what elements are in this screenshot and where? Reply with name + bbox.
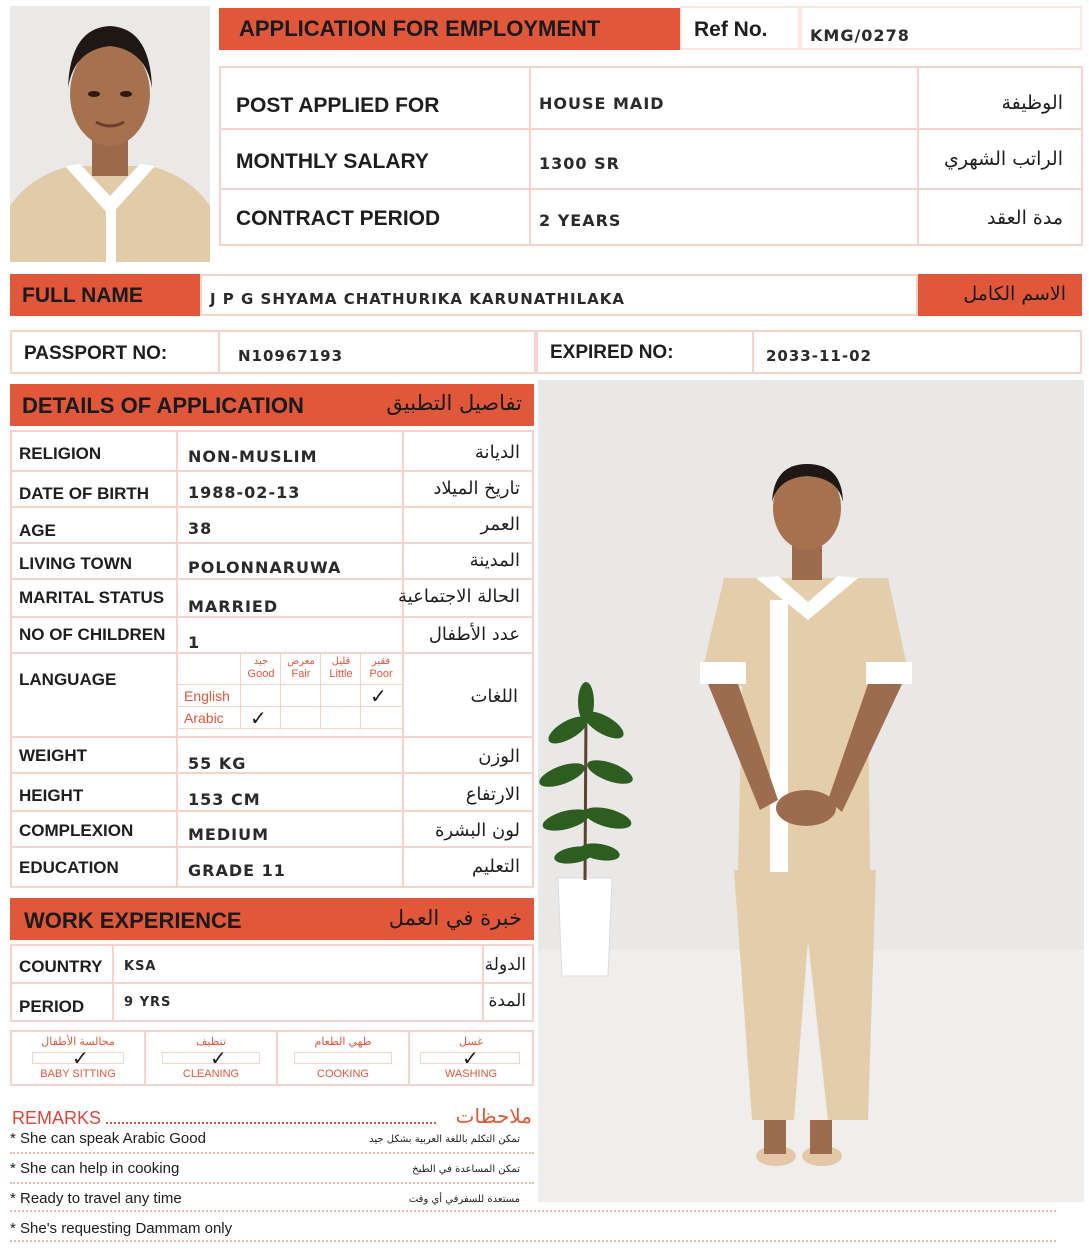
children-label: NO OF CHILDREN [19,625,166,644]
weight-value: 55 KG [188,754,247,773]
country-value: KSA [124,959,157,974]
period-value: 9 YRS [124,995,172,1010]
religion-value: NON-MUSLIM [188,447,318,466]
language-arabic: اللغات [470,686,518,707]
details-title-bar [10,384,534,426]
monthly-salary-label: MONTHLY SALARY [236,150,429,173]
dob-label: DATE OF BIRTH [19,484,150,503]
passport-label: PASSPORT NO: [24,343,168,364]
age-label: AGE [19,521,56,540]
weight-label: WEIGHT [19,746,87,765]
expired-label: EXPIRED NO: [550,342,674,363]
dob-value: 1988-02-13 [188,483,301,502]
language-arabic-name: Arabic [184,710,224,726]
religion-label: RELIGION [19,444,102,463]
full-name-arabic: الاسم الكامل [963,283,1066,305]
children-value: 1 [188,633,201,652]
english-poor-check: ✓ [370,684,387,708]
remark-2-arabic: تمكن المساعدة في الطبخ [412,1164,520,1175]
marital-status-arabic: الحالة الاجتماعية [398,586,520,607]
details-title: DETAILS OF APPLICATION [22,393,304,418]
skill-washing: غسل ✓ WASHING [410,1032,532,1084]
post-applied-value: HOUSE MAID [539,94,665,113]
level-good: جيد Good [247,656,275,680]
ref-value-cell [800,6,1082,50]
passport-value: N10967193 [238,347,344,365]
passport-label-cell [10,330,220,374]
country-label: COUNTRY [19,957,103,976]
period-label: PERIOD [19,997,85,1016]
full-name-label: FULL NAME [22,284,143,307]
ref-value: KMG/0278 [810,26,910,45]
language-grid [178,654,402,736]
remarks-title: REMARKS [12,1108,102,1128]
weight-arabic: الوزن [478,746,520,767]
skill-baby-sitting: مجالسة الأطفال ✓ BABY SITTING [12,1032,144,1084]
skill-cooking: طهي الطعام COOKING [278,1032,408,1084]
living-town-label: LIVING TOWN [19,554,133,573]
skill-washing-check: ✓ [462,1046,479,1070]
skill-cleaning-check: ✓ [210,1046,227,1070]
dob-arabic: تاريخ الميلاد [433,478,520,499]
details-table [10,430,534,888]
height-value: 153 CM [188,790,261,809]
level-little: قليل Little [329,656,353,680]
age-value: 38 [188,519,213,538]
marital-status-value: MARRIED [188,597,279,616]
skill-baby-sitting-check: ✓ [72,1046,89,1070]
passport-value-cell [218,330,536,374]
full-name-arabic-cell [918,274,1082,316]
portrait-photo [10,6,210,262]
full-name-value: J P G SHYAMA CHATHURIKA KARUNATHILAKA [210,290,625,308]
religion-arabic: الديانة [474,442,520,463]
application-title: APPLICATION FOR EMPLOYMENT [239,16,601,41]
work-title-bar [10,898,534,940]
contract-period-value: 2 YEARS [539,211,622,230]
education-label: EDUCATION [19,858,119,877]
complexion-label: COMPLEXION [19,821,134,840]
complexion-value: MEDIUM [188,825,269,844]
remark-1: * She can speak Arabic Good [10,1130,206,1147]
living-town-arabic: المدينة [469,550,520,571]
ref-label-cell [680,6,800,50]
living-town-value: POLONNARUWA [188,558,342,577]
level-poor: فقير Poor [369,656,393,680]
remark-3: * Ready to travel any time [10,1190,182,1207]
details-title-arabic: تفاصيل التطبيق [386,391,522,415]
country-arabic: الدولة [484,955,526,975]
language-label: LANGUAGE [19,670,117,689]
remark-3-arabic: مستعدة للسفرفي أي وقت [408,1194,520,1205]
complexion-arabic: لون البشرة [434,820,520,841]
level-fair: معرض Fair [287,656,315,680]
arabic-good-check: ✓ [250,706,267,730]
height-arabic: الارتفاع [465,784,520,805]
full-name-value-cell [200,274,918,316]
height-label: HEIGHT [19,786,84,805]
ref-label: Ref No. [694,18,768,41]
contract-period-label: CONTRACT PERIOD [236,207,441,230]
age-arabic: العمر [480,514,520,535]
expired-value-cell [752,330,1082,374]
education-arabic: التعليم [472,856,520,877]
contract-period-arabic: مدة العقد [987,207,1063,229]
expired-label-cell [536,330,754,374]
work-title: WORK EXPERIENCE [24,908,242,933]
remark-2: * She can help in cooking [10,1160,180,1177]
skills-box [10,1030,534,1086]
language-english: English [184,688,230,704]
remark-1-arabic: تمكن التكلم باللغة العربية بشكل جيد [369,1134,520,1145]
skill-cleaning: تنظيف ✓ CLEANING [146,1032,276,1084]
full-name-label-cell [10,274,200,316]
education-value: GRADE 11 [188,861,286,880]
remarks-title-arabic: ملاحظات [455,1104,532,1128]
work-title-arabic: خبرة في العمل [388,906,522,930]
period-arabic: المدة [488,991,526,1011]
work-table [10,944,534,1022]
remark-4: * She's requesting Dammam only [10,1220,233,1237]
post-applied-label: POST APPLIED FOR [236,94,440,117]
monthly-salary-value: 1300 SR [539,154,620,173]
marital-status-label: MARITAL STATUS [19,588,165,607]
job-table [219,66,1083,246]
application-title-bar [219,8,680,50]
monthly-salary-arabic: الراتب الشهري [944,148,1063,170]
children-arabic: عدد الأطفال [428,624,520,645]
full-body-photo [538,380,1084,1202]
expired-value: 2033-11-02 [766,347,872,365]
post-applied-arabic: الوظيفة [1001,92,1063,114]
